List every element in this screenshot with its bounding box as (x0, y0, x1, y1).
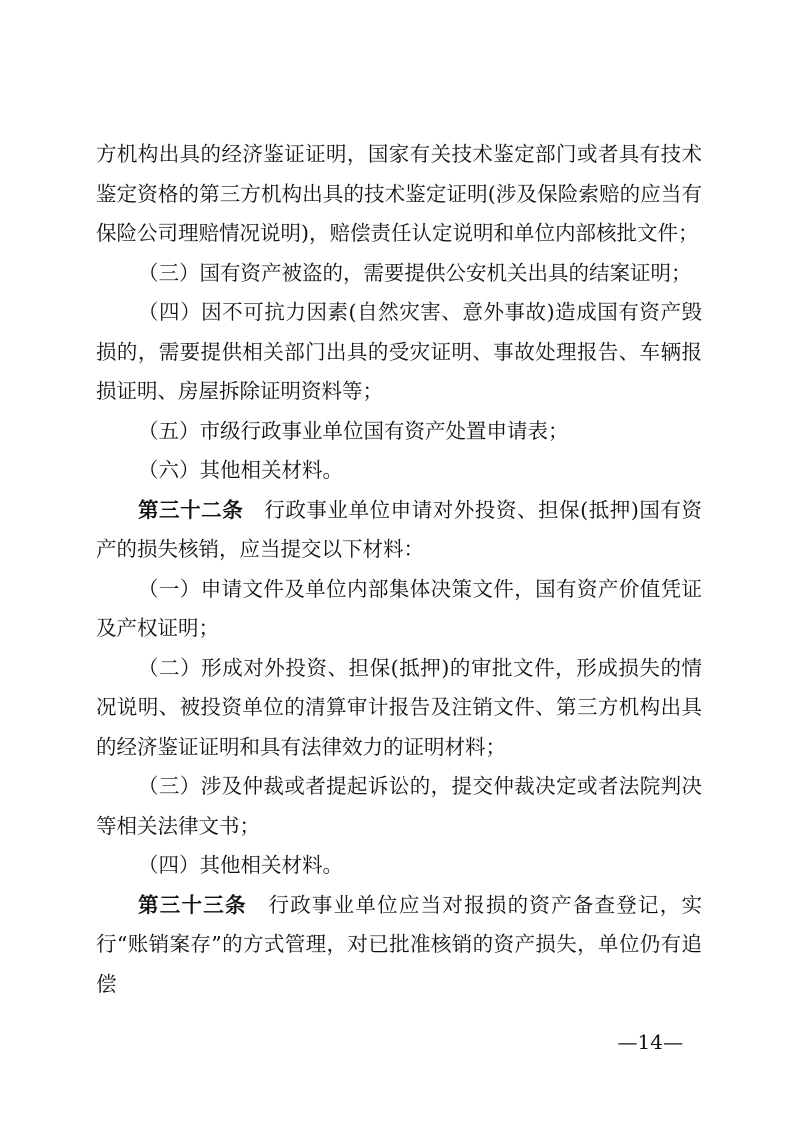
paragraph-item-5-application-form (96, 412, 702, 452)
paragraph-item-4-other (96, 846, 702, 886)
paragraph-text: （一）申请文件及单位内部集体决策文件，国有资产价值凭证及产权证明； (96, 576, 702, 640)
article-number: 第三十二条 (138, 497, 244, 522)
paragraph-text: （四）因不可抗力因素(自然灾害、意外事故)造成国有资产毁损的，需要提供相关部门出具的受灾证明、事故处理报告、车辆报损证明、房屋拆除证明资料等； (96, 300, 702, 403)
paragraph-text: （四）其他相关材料。 (138, 853, 343, 877)
paragraph-article-33 (96, 886, 702, 1005)
paragraph-item-3-arbitration (96, 767, 702, 846)
paragraph-item-4-force-majeure (96, 293, 702, 412)
paragraph-text: 方机构出具的经济鉴证证明，国家有关技术鉴定部门或者具有技术鉴定资格的第三方机构出具的技术鉴定证明(涉及保险索赔的应当有保险公司理赔情况说明)，赔偿责任认定说明和单位内部核批文件； (96, 142, 702, 245)
paragraph-text: 行政事业单位申请对外投资、担保(抵押)国有资产的损失核销，应当提交以下材料： (96, 497, 703, 561)
paragraph-text: 行政事业单位应当对报损的资产备查登记，实行“账销案存”的方式管理，对已批准核销的资产损失，单位仍有追偿 (96, 892, 703, 996)
paragraph-continuation (96, 135, 702, 254)
paragraph-article-32 (96, 491, 702, 570)
paragraph-item-3-theft (96, 254, 702, 294)
paragraph-item-2-approval (96, 649, 702, 768)
paragraph-item-6-other (96, 451, 702, 491)
page-number: —14— (617, 1030, 683, 1054)
paragraph-text: （三）涉及仲裁或者提起诉讼的，提交仲裁决定或者法院判决等相关法律文书； (96, 774, 702, 838)
paragraph-text: （二）形成对外投资、担保(抵押)的审批文件，形成损失的情况说明、被投资单位的清算审计报告及注销文件、第三方机构出具的经济鉴证证明和具有法律效力的证明材料； (96, 655, 702, 759)
document-body (96, 135, 702, 1004)
paragraph-text: （六）其他相关材料。 (138, 458, 343, 482)
paragraph-item-1-application (96, 570, 702, 649)
article-number: 第三十三条 (138, 892, 247, 917)
paragraph-text: （五）市级行政事业单位国有资产处置申请表； (138, 418, 569, 443)
paragraph-text: （三）国有资产被盗的，需要提供公安机关出具的结案证明； (138, 260, 692, 285)
